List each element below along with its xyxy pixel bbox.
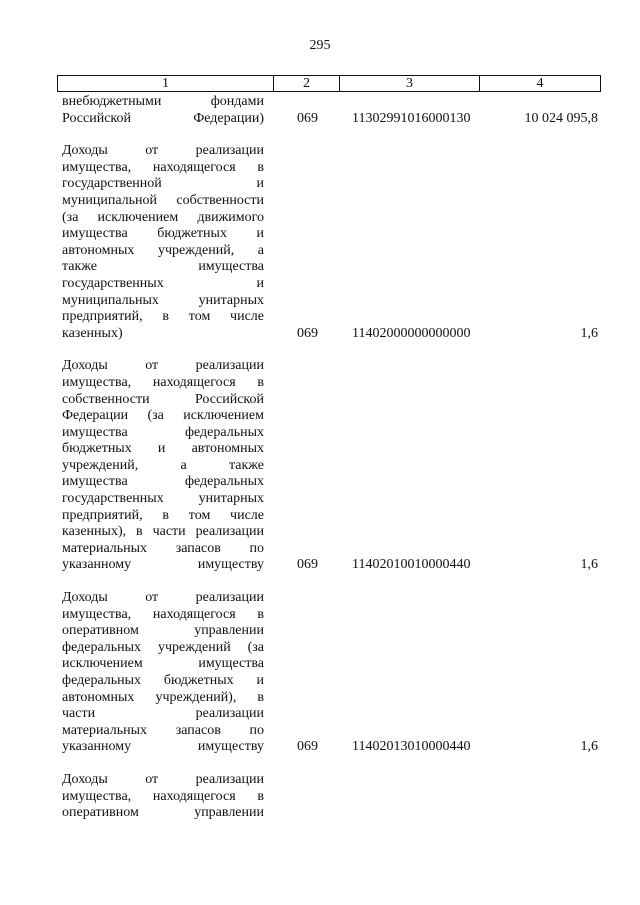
row-code: 069	[297, 739, 318, 755]
header-col-1: 1	[162, 76, 169, 91]
row-description: Доходы от реализации имущества, находящегося в государственной и муниципальной собственности (за исключением движимого имущества бюджетных и автономных учреждений, а также имущества государственных и муниципальных унитарных предприятий, в том числе казенных)	[62, 143, 264, 341]
table-row	[0, 358, 640, 574]
table-body	[0, 94, 640, 838]
row-description: Доходы от реализации имущества, находящегося в собственности Российской Федерации (за исключением имущества федеральных бюджетных и автономных учреждений, а также имущества федеральных государственных унитарных предприятий, в том числе казенных), в части реализации материальных запасов по указанному имуществу	[62, 358, 264, 573]
row-kbk: 11302991016000130	[352, 110, 471, 126]
table-row	[0, 94, 640, 127]
row-kbk: 11402013010000440	[352, 739, 471, 755]
header-col-2: 2	[273, 76, 339, 91]
row-code: 069	[297, 557, 318, 573]
row-kbk: 11402010010000440	[352, 557, 471, 573]
row-description: Доходы от реализации имущества, находящегося в оперативном управлении	[62, 771, 264, 821]
row-description: Доходы от реализации имущества, находящегося в оперативном управлении федеральных учреждений (за исключением имущества федеральных бюджетных и автономных учреждений), в части реализации материальных запасов по указанному имуществу	[62, 590, 264, 755]
table-row	[0, 772, 640, 822]
table-row	[0, 590, 640, 756]
row-amount: 1,6	[580, 325, 598, 341]
row-amount: 1,6	[580, 739, 598, 755]
row-amount: 1,6	[580, 557, 598, 573]
header-col-4: 4	[479, 76, 600, 91]
row-amount: 10 024 095,8	[524, 110, 598, 126]
header-col-3: 3	[339, 76, 479, 91]
row-code: 069	[297, 110, 318, 126]
row-kbk: 11402000000000000	[352, 325, 471, 341]
table-header	[57, 75, 601, 92]
page-number: 295	[309, 38, 331, 53]
table-row	[0, 143, 640, 342]
row-description: внебюджетными фондами Российской Федерации)	[62, 94, 264, 126]
row-code: 069	[297, 325, 318, 341]
